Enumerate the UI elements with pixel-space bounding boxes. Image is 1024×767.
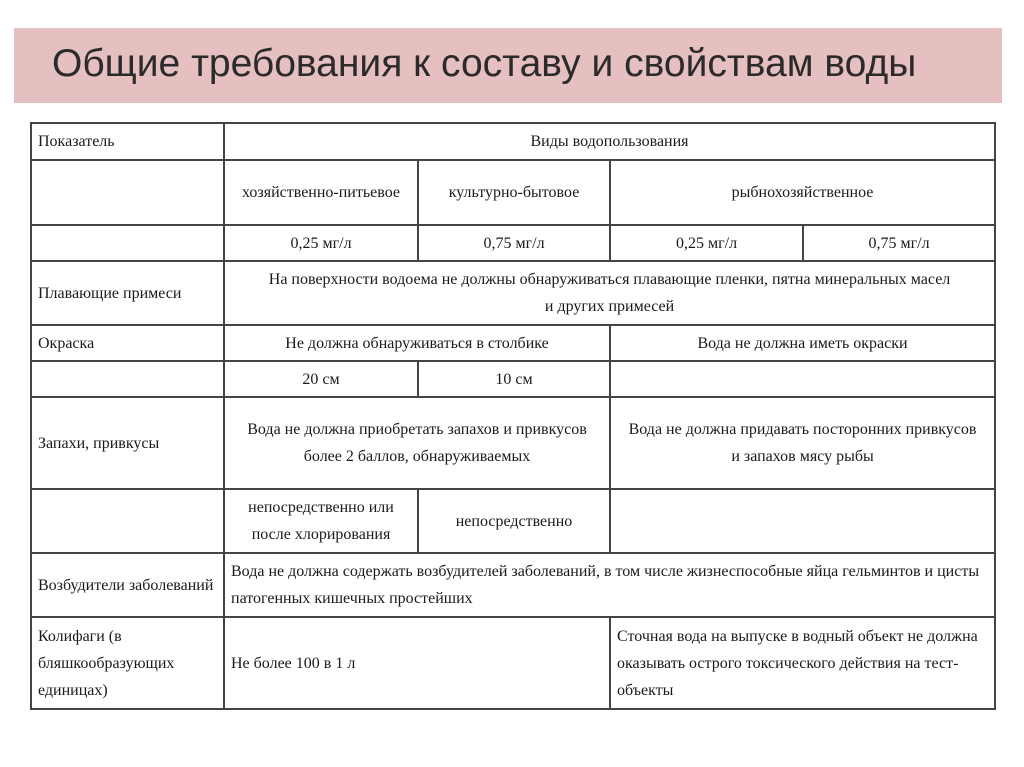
table-row xyxy=(31,489,995,553)
concentration-cell: 0,25 мг/л xyxy=(224,225,418,261)
color-sub-cultural: 10 см xyxy=(418,361,610,397)
page-title: Общие требования к составу и свойствам воды xyxy=(52,42,917,85)
row-label-coliphages: Колифаги (в бляшкообразующих единицах) xyxy=(31,617,224,709)
row-label-pathogens: Возбудители заболеваний xyxy=(31,553,224,617)
table-row xyxy=(31,325,995,361)
empty-cell xyxy=(31,361,224,397)
odor-value-left: Вода не должна приобретать запахов и привкусов более 2 баллов, обнаруживаемых xyxy=(224,397,610,489)
table-row xyxy=(31,553,995,617)
odor-sub-cultural: непосредственно xyxy=(418,489,610,553)
table-row xyxy=(31,361,995,397)
color-value-right: Вода не должна иметь окраски xyxy=(610,325,995,361)
odor-sub-household: непосредственно или после хлорирования xyxy=(224,489,418,553)
odor-value-right: Вода не должна придавать посторонних привкусов и запахов мясу рыбы xyxy=(610,397,995,489)
empty-cell xyxy=(610,489,995,553)
subheader-household: хозяйственно-питьевое xyxy=(224,160,418,225)
coliphages-value-right: Сточная вода на выпуске в водный объект не должна оказывать острого токсического действия на тест-объекты xyxy=(610,617,995,709)
table-row xyxy=(31,261,995,325)
concentration-cell: 0,75 мг/л xyxy=(418,225,610,261)
header-indicator: Показатель xyxy=(31,123,224,160)
requirements-table xyxy=(30,122,996,710)
table-row xyxy=(31,225,995,261)
subheader-fishery: рыбнохозяйственное xyxy=(610,160,995,225)
concentration-cell: 0,75 мг/л xyxy=(803,225,995,261)
table-row xyxy=(31,617,995,709)
color-value-left: Не должна обнаруживаться в столбике xyxy=(224,325,610,361)
coliphages-value-left: Не более 100 в 1 л xyxy=(224,617,610,709)
color-sub-household: 20 см xyxy=(224,361,418,397)
row-label-floating: Плавающие примеси xyxy=(31,261,224,325)
title-banner xyxy=(14,28,1002,103)
table-row xyxy=(31,160,995,225)
empty-cell xyxy=(610,361,995,397)
table-row xyxy=(31,397,995,489)
empty-cell xyxy=(31,489,224,553)
concentration-cell: 0,25 мг/л xyxy=(610,225,803,261)
subheader-cultural: культурно-бытовое xyxy=(418,160,610,225)
row-label-odor: Запахи, привкусы xyxy=(31,397,224,489)
table-row xyxy=(31,123,995,160)
row-label-color: Окраска xyxy=(31,325,224,361)
header-water-use-types: Виды водопользования xyxy=(224,123,995,160)
empty-cell xyxy=(31,225,224,261)
pathogens-value: Вода не должна содержать возбудителей заболеваний, в том числе жизнеспособные яйца гельминтов и цисты патогенных кишечных простейших xyxy=(224,553,995,617)
empty-cell xyxy=(31,160,224,225)
floating-value: На поверхности водоема не должны обнаруживаться плавающие пленки, пятна минеральных масел и других примесей xyxy=(224,261,995,325)
